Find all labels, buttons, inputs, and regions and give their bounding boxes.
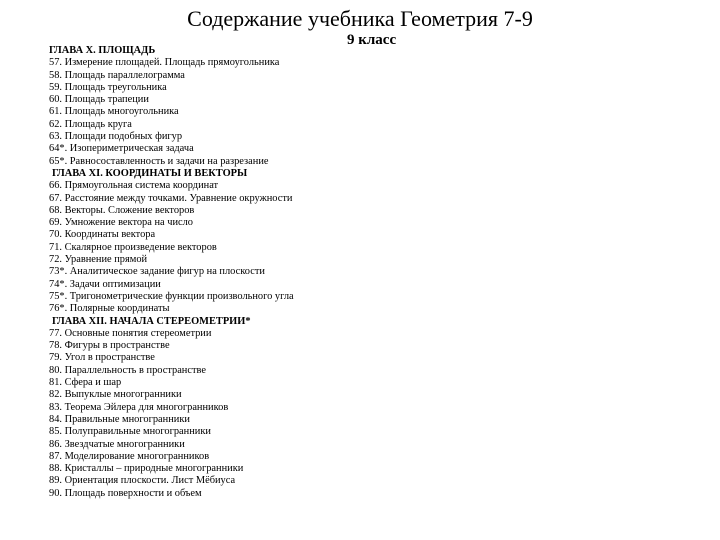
toc-item: 62. Площадь круга (49, 118, 132, 130)
toc-item: 59. Площадь треугольника (49, 81, 167, 93)
toc-item: 78. Фигуры в пространстве (49, 340, 170, 352)
toc-item: 61. Площадь многоугольника (49, 106, 179, 118)
toc-item: 67. Расстояние между точками. Уравнение окружности (49, 192, 293, 204)
chapter-heading: ГЛАВА XI. КООРДИНАТЫ И ВЕКТОРЫ (52, 167, 248, 179)
toc-item: 85. Полуправильные многогранники (49, 426, 211, 438)
toc-item: 87. Моделирование многогранников (49, 450, 210, 462)
toc-item: 73*. Аналитическое задание фигур на плоскости (49, 266, 265, 278)
chapter-heading: ГЛАВА X. ПЛОЩАДЬ (49, 45, 156, 56)
page-subtitle: 9 класс (347, 32, 397, 48)
toc-item: 72. Уравнение прямой (49, 254, 148, 266)
page-title: Содержание учебника Геометрия 7-9 (187, 6, 533, 31)
toc-item: 69. Умножение вектора на число (49, 217, 194, 229)
toc-item: 58. Площадь параллелограмма (49, 69, 185, 81)
toc-item: 86. Звездчатые многогранники (49, 438, 185, 450)
toc-item: 57. Измерение площадей. Площадь прямоугольника (49, 57, 280, 69)
toc-item: 71. Скалярное произведение векторов (49, 241, 217, 253)
toc-item: 88. Кристаллы – природные многогранники (49, 463, 244, 475)
toc-item: 89. Ориентация плоскости. Лист Мёбиуса (49, 475, 236, 487)
toc-item: 64*. Изопериметрическая задача (49, 143, 194, 155)
toc-item: 80. Параллельность в пространстве (49, 364, 206, 376)
toc-item: 74*. Задачи оптимизации (49, 278, 161, 290)
toc-item: 75*. Тригонометрические функции произвольного угла (49, 290, 294, 302)
toc-item: 79. Угол в пространстве (49, 352, 155, 364)
toc-item: 60. Площадь трапеции (49, 94, 149, 106)
toc-item: 77. Основные понятия стереометрии (49, 327, 212, 339)
toc-item: 90. Площадь поверхности и объем (49, 487, 202, 499)
toc-item: 76*. Полярные координаты (49, 303, 170, 315)
toc-item: 84. Правильные многогранники (49, 413, 190, 425)
toc-item: 66. Прямоугольная система координат (49, 180, 219, 192)
table-of-contents (49, 45, 294, 500)
toc-item: 81. Сфера и шар (49, 377, 122, 389)
toc-item: 83. Теорема Эйлера для многогранников (49, 401, 229, 413)
toc-item: 70. Координаты вектора (49, 229, 156, 241)
toc-item: 68. Векторы. Сложение векторов (49, 204, 195, 216)
chapter-heading: ГЛАВА XII. НАЧАЛА СТЕРЕОМЕТРИИ* (52, 315, 251, 327)
toc-item: 63. Площади подобных фигур (49, 131, 183, 143)
toc-item: 65*. Равносоставленность и задачи на разрезание (49, 155, 269, 167)
toc-item: 82. Выпуклые многогранники (49, 389, 182, 401)
